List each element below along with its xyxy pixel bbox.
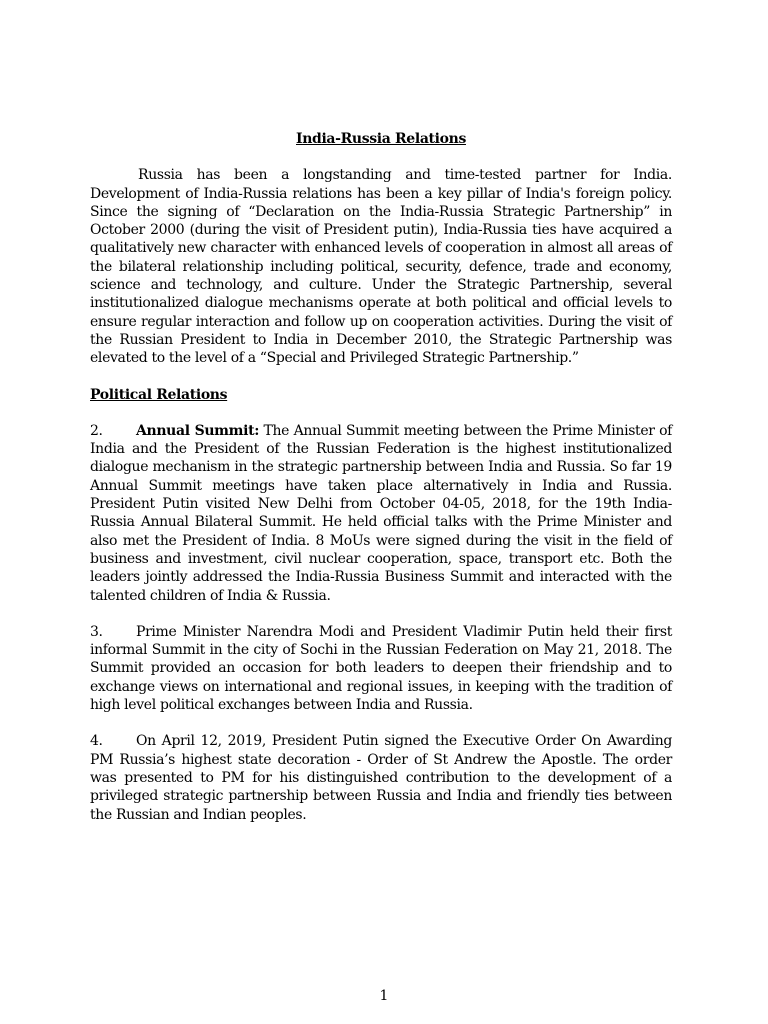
paragraph-number: 3.	[90, 623, 103, 640]
paragraph-number: 2.	[90, 422, 103, 439]
paragraph-lead-annual-summit: Annual Summit:	[136, 422, 260, 439]
paragraph-3	[90, 623, 672, 714]
paragraph-number: 4.	[90, 733, 103, 750]
paragraph-2	[90, 422, 672, 605]
document-title: India-Russia Relations	[296, 131, 466, 147]
page-number: 1	[379, 988, 389, 1004]
intro-paragraph: Russia has been a longstanding and time-tested partner for India. Development of India-Russia relations has been a key pillar of India's foreign policy. Since the signing of “Declaration on the India-Russia Strategic Partnership” in October 2000 (during the visit of President putin), India-Russia ties have acquired a qualitatively new character with enhanced levels of cooperation in almost all areas of the bilateral relationship including political, security, defence, trade and economy, science and technology, and culture. Under the Strategic Partnership, several institutionalized dialogue mechanisms operate at both political and official levels to ensure regular interaction and follow up on cooperation activities. During the visit of the Russian President to India in December 2010, the Strategic Partnership was elevated to the level of a “Special and Privileged Strategic Partnership.”	[90, 167, 672, 367]
paragraph-text: Prime Minister Narendra Modi and President Vladimir Putin held their first informal Summit in the city of Sochi in the Russian Federation on May 21, 2018. The Summit provided an occasion for both leaders to deepen their friendship and to exchange views on international and regional issues, in keeping with the tradition of high level political exchanges between India and Russia.	[90, 623, 672, 714]
section-heading-political-relations: Political Relations	[90, 386, 228, 403]
paragraph-4	[90, 732, 672, 823]
document-body	[90, 130, 672, 842]
paragraph-text: On April 12, 2019, President Putin signed the Executive Order On Awarding PM Russia’s highest state decoration - Order of St Andrew the Apostle. The order was presented to PM for his distinguished contribution to the development of a privileged strategic partnership between Russia and India and friendly ties between the Russian and Indian peoples.	[90, 733, 672, 823]
paragraph-text: The Annual Summit meeting between the Prime Minister of India and the President of the Russian Federation is the highest institutionalized dialogue mechanism in the strategic partnership between India and Russia. So far 19 Annual Summit meetings have taken place alternatively in India and Russia. President Putin visited New Delhi from October 04-05, 2018, for the 19th India-Russia Annual Bilateral Summit. He held official talks with the Prime Minister and also met the President of India. 8 MoUs were signed during the visit in the field of business and investment, civil nuclear cooperation, space, transport etc. Both the leaders jointly addressed the India-Russia Business Summit and interacted with the talented children of India & Russia.	[90, 422, 672, 604]
